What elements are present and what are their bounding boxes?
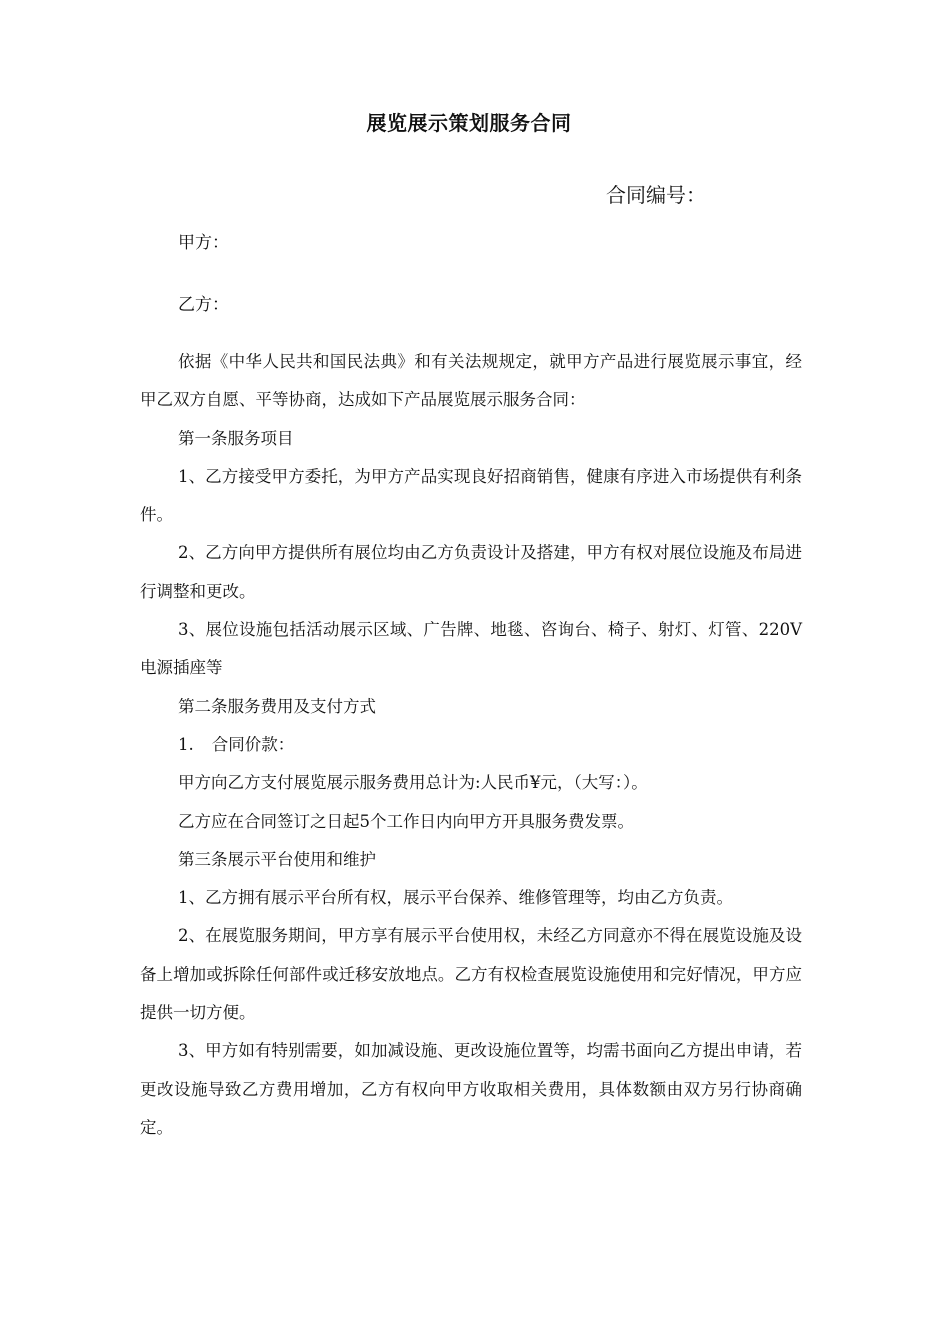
party-b-label: 乙方：: [178, 295, 229, 315]
article-3-heading: 第三条展示平台使用和维护: [178, 849, 376, 869]
payment-paragraph: 甲方向乙方支付展览展示服务费用总计为:人民币¥元，（大写：）。: [178, 773, 648, 793]
article-2-heading: 第二条服务费用及支付方式: [178, 696, 376, 716]
contract-body: [140, 343, 802, 1147]
contract-number-label: 合同编号：: [606, 183, 706, 207]
article-2-item-1: [140, 726, 802, 764]
article-1-item-3: 3、展位设施包括活动展示区域、广告牌、地毯、咨询台、椅子、射灯、灯管、220V电源插座等: [140, 620, 802, 678]
article-3-item-1: 1、乙方拥有展示平台所有权，展示平台保养、维修管理等，均由乙方负责。: [178, 888, 733, 908]
article-3-item-3: 3、甲方如有特别需要，如加减设施、更改设施位置等，均需书面向乙方提出申请，若更改设施导致乙方费用增加，乙方有权向甲方收取相关费用，具体数额由双方另行协商确定。: [140, 1041, 802, 1137]
article-1-item-2: 2、乙方向甲方提供所有展位均由乙方负责设计及搭建，甲方有权对展位设施及布局进行调整和更改。: [140, 543, 802, 601]
party-a-label: 甲方：: [178, 233, 229, 253]
article-3-item-2: 2、在展览服务期间，甲方享有展示平台使用权，未经乙方同意亦不得在展览设施及设备上增加或拆除任何部件或迁移安放地点。乙方有权检查展览设施使用和完好情况，甲方应提供一切方便。: [140, 926, 802, 1023]
article-2-item-1-label: 合同价款：: [211, 734, 295, 754]
article-1-item-1: 1、乙方接受甲方委托，为甲方产品实现良好招商销售，健康有序进入市场提供有利条件。: [140, 466, 802, 525]
intro-paragraph: 依据《中华人民共和国民法典》和有关法规规定，就甲方产品进行展览展示事宜，经甲乙双方自愿、平等协商，达成如下产品展览展示服务合同：: [140, 352, 802, 410]
article-2-item-1-number: 1.: [178, 734, 194, 754]
document-title: 展览展示策划服务合同: [366, 111, 572, 135]
article-1-heading: 第一条服务项目: [178, 428, 294, 448]
invoice-paragraph: 乙方应在合同签订之日起5个工作日内向甲方开具服务费发票。: [178, 811, 634, 831]
